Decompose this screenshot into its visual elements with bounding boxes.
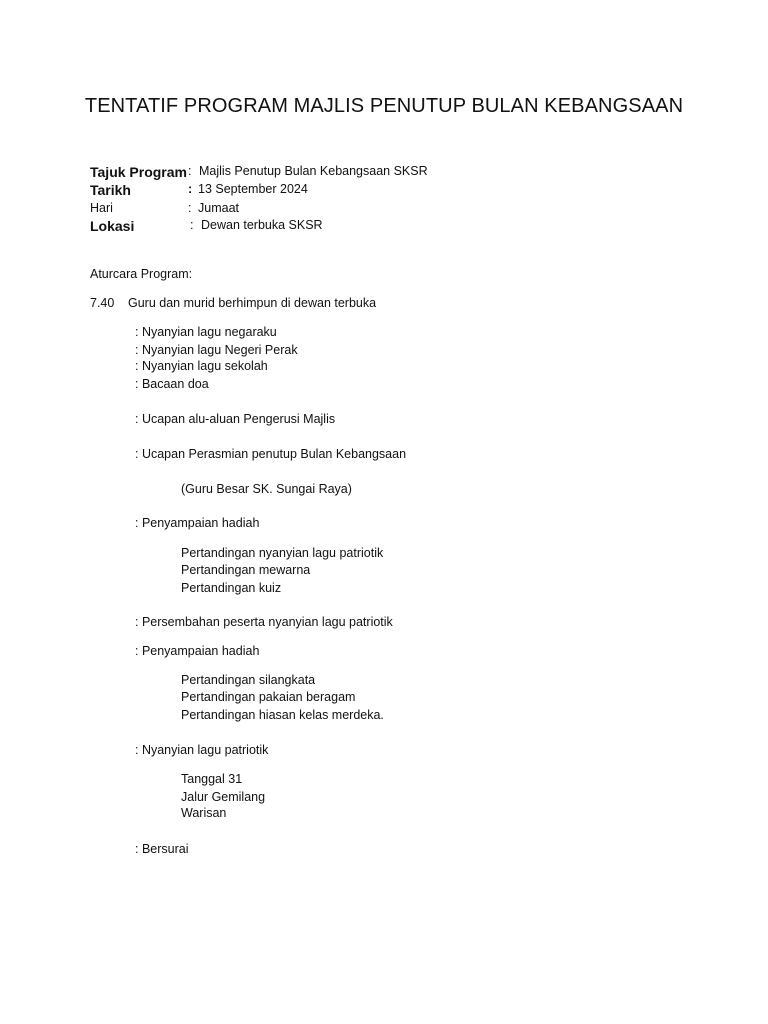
hari-colon: :: [188, 201, 192, 215]
program-subitem: Pertandingan silangkata: [181, 673, 316, 687]
program-item: : Persembahan peserta nyanyian lagu patriotik: [135, 615, 393, 629]
program-subitem: Pertandingan hiasan kelas merdeka.: [181, 708, 384, 722]
program-subitem: Pertandingan nyanyian lagu patriotik: [181, 546, 384, 560]
tarikh-value: 13 September 2024: [198, 182, 308, 196]
first-event: Guru dan murid berhimpun di dewan terbuka: [128, 296, 377, 310]
program-item: : Ucapan Perasmian penutup Bulan Kebangsaan: [135, 447, 407, 461]
document-title: TENTATIF PROGRAM MAJLIS PENUTUP BULAN KEBANGSAAN: [84, 95, 684, 117]
program-subitem: (Guru Besar SK. Sungai Raya): [181, 482, 352, 496]
lokasi-value: Dewan terbuka SKSR: [201, 218, 323, 232]
program-item: : Penyampaian hadiah: [135, 516, 260, 530]
program-subitem: Pertandingan mewarna: [181, 563, 311, 577]
program-subitem: Tanggal 31: [181, 772, 243, 786]
first-time: 7.40: [90, 296, 115, 310]
program-item: : Ucapan alu-aluan Pengerusi Majlis: [135, 412, 336, 426]
hari-label: Hari: [90, 201, 113, 215]
program-item: : Bersurai: [135, 842, 189, 856]
program-item: : Nyanyian lagu sekolah: [135, 359, 268, 373]
program-item: : Nyanyian lagu Negeri Perak: [135, 343, 298, 357]
aturcara-heading: Aturcara Program:: [90, 267, 193, 281]
lokasi-label: Lokasi: [90, 218, 135, 234]
program-subitem: Pertandingan pakaian beragam: [181, 690, 356, 704]
lokasi-colon: :: [190, 218, 194, 232]
hari-value: Jumaat: [198, 201, 239, 215]
tarikh-colon: :: [188, 182, 193, 196]
program-item: : Nyanyian lagu patriotik: [135, 743, 269, 757]
tajuk-value: Majlis Penutup Bulan Kebangsaan SKSR: [199, 164, 428, 178]
program-item: : Nyanyian lagu negaraku: [135, 325, 277, 339]
tarikh-label: Tarikh: [90, 182, 131, 198]
tajuk-colon: :: [188, 164, 192, 178]
program-subitem: Jalur Gemilang: [181, 790, 266, 804]
program-subitem: Warisan: [181, 806, 227, 820]
program-item: : Bacaan doa: [135, 377, 209, 391]
tajuk-label: Tajuk Program: [90, 164, 187, 180]
program-item: : Penyampaian hadiah: [135, 644, 260, 658]
program-subitem: Pertandingan kuiz: [181, 581, 282, 595]
